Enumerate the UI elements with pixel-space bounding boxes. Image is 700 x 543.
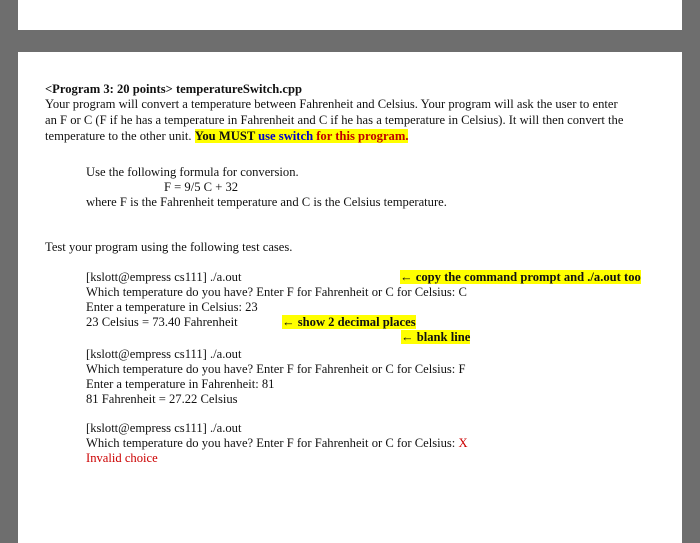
case2-question: Which temperature do you have? Enter F for Fahrenheit or C for Celsius: F bbox=[86, 362, 466, 376]
case1-prompt: [kslott@empress cs111] ./a.out bbox=[86, 270, 242, 284]
blank-line-note: ← blank line bbox=[401, 330, 471, 344]
formula-where: where F is the Fahrenheit temperature and C is the Celsius temperature. bbox=[86, 195, 447, 209]
intro-line-3 bbox=[45, 129, 408, 143]
invalid-choice-text: Invalid choice bbox=[86, 451, 158, 465]
intro-line-2: an F or C (F if he has a temperature in Fahrenheit and C if he has a temperature in Celsius). It will then convert the bbox=[45, 113, 624, 127]
must-label: You MUST bbox=[194, 129, 259, 143]
top-white-strip bbox=[18, 0, 682, 30]
case2-result: 81 Fahrenheit = 27.22 Celsius bbox=[86, 392, 238, 406]
tests-intro: Test your program using the following test cases. bbox=[45, 240, 293, 254]
formula-equation: F = 9/5 C + 32 bbox=[164, 180, 239, 194]
case1-enter: Enter a temperature in Celsius: 23 bbox=[86, 300, 258, 314]
left-frame bbox=[0, 52, 18, 543]
right-frame bbox=[682, 52, 700, 543]
case1-result: 23 Celsius = 73.40 Fahrenheit bbox=[86, 315, 238, 329]
case3-prompt: [kslott@empress cs111] ./a.out bbox=[86, 421, 242, 435]
formula-intro: Use the following formula for conversion. bbox=[86, 165, 299, 179]
for-this-program-label: for this program. bbox=[313, 129, 409, 143]
intro-line-1: Your program will convert a temperature between Fahrenheit and Celsius. Your program will ask the user to enter bbox=[45, 97, 618, 111]
decimal-places-note: ← show 2 decimal places bbox=[282, 315, 416, 329]
use-switch-label: use switch bbox=[258, 129, 314, 143]
case2-prompt: [kslott@empress cs111] ./a.out bbox=[86, 347, 242, 361]
document-page bbox=[18, 52, 682, 543]
case2-enter: Enter a temperature in Fahrenheit: 81 bbox=[86, 377, 275, 391]
case3-input: X bbox=[458, 436, 468, 450]
case3-question bbox=[86, 436, 468, 450]
program-title: <Program 3: 20 points> temperatureSwitch.cpp bbox=[45, 82, 302, 96]
case3-question-text: Which temperature do you have? Enter F for Fahrenheit or C for Celsius: bbox=[86, 436, 459, 450]
case1-question: Which temperature do you have? Enter F for Fahrenheit or C for Celsius: C bbox=[86, 285, 467, 299]
intro-line-3-prefix: temperature to the other unit. bbox=[45, 129, 195, 143]
top-frame bbox=[0, 0, 700, 52]
case1-copy-note: ← copy the command prompt and ./a.out too bbox=[400, 270, 641, 284]
